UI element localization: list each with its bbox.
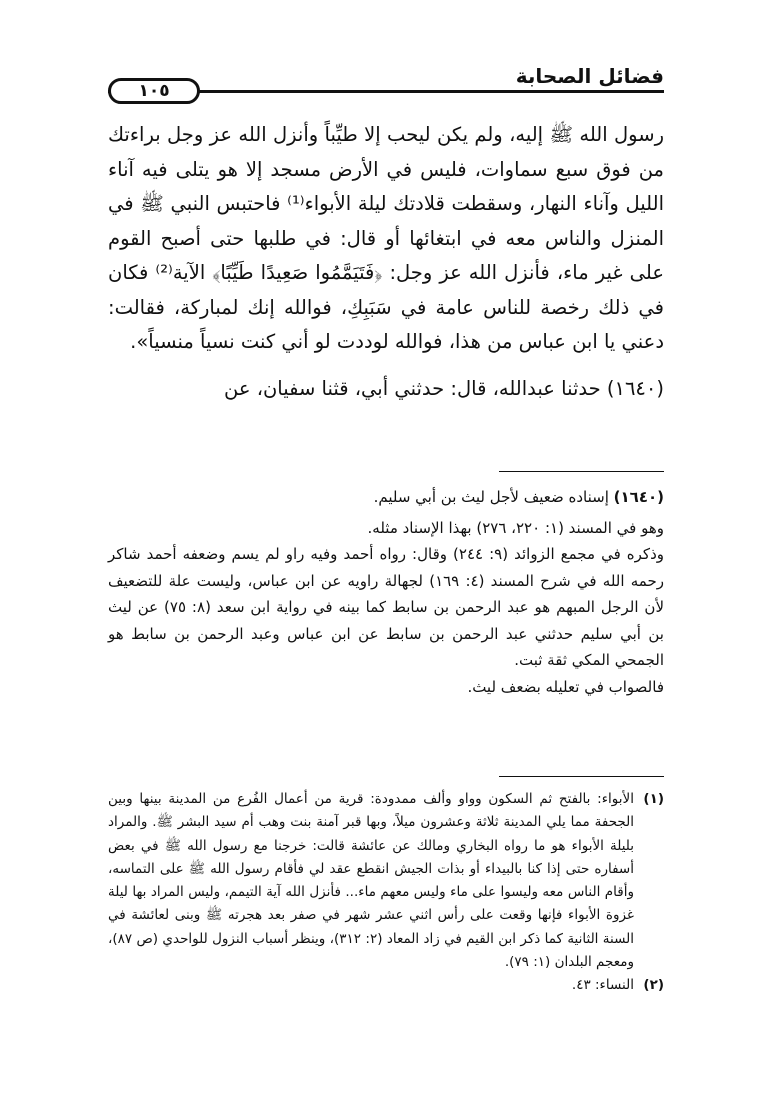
footnote — [108, 788, 664, 974]
hadith-start: (١٦٤٠) حدثنا عبدالله، قال: حدثني أبي، قثنا سفيان، عن — [224, 376, 664, 400]
page-header — [108, 58, 664, 104]
footnote — [108, 974, 664, 997]
commentary-number: (١٦٤٠) — [613, 488, 664, 506]
commentary-first-line — [108, 484, 664, 511]
footnote-text: الأبواء: بالفتح ثم السكون وواو وألف ممدودة: قرية من أعمال الفُرع من المدينة بينها وبين الجحفة مما يلي المدينة ثلاثة وعشرون ميلاً، وبها قبر آمنة بنت وهب أم سيد البشر ﷺ. والمراد بليلة الأبواء هو ما رواه البخاري ومالك عن عائشة قالت: خرجنا مع رسول الله ﷺ في بعض أسفاره حتى إذا كنا بالبيداء أو بذات الجيش انقطع عقد لي فأقام رسول الله ﷺ على التماسه، وأقام الناس معه وليسوا على ماء وليس معهم ماء... فأنزل الله آية التيمم، وليس المراد بها ليلة غزوة الأبواء فإنها وقعت على رأس اثني عشر شهر في صفر بعد هجرته ﷺ وبنى لعائشة في السنة الثانية كما ذكر ابن القيم في زاد المعاد (٢: ٣١٢)، وينظر أسباب النزول للواحدي (ص ٨٧)، ومعجم البلدان (١: ٧٩). — [108, 791, 634, 971]
commentary-divider — [499, 471, 664, 472]
page-number: ١٠٥ — [108, 78, 200, 104]
commentary-para-1: وهو في المسند (١: ٢٢٠، ٢٧٦) بهذا الإسناد مثله. — [367, 518, 664, 537]
main-text — [108, 118, 664, 406]
commentary-para-3: فالصواب في تعليله بضعف ليث. — [467, 677, 664, 696]
footnote-label: (١) — [643, 791, 664, 807]
commentary-para-2: وذكره في مجمع الزوائد (٩: ٢٤٤) وقال: رواه أحمد وفيه راو لم يسم وضعفه أحمد شاكر رحمه الله في شرح المسند (٤: ١٦٩) لجهالة راويه عن ابن عباس، وليست علة للتضعيف لأن الرجل المبهم هو عبد الرحمن بن سابط كما بينه في رواية ابن سعد (٨: ٧٥) عن ليث بن أبي سليم حدثني عبد الرحمن بن سابط عن ابن عباس وعبد الرحمن بن سابط هو الجمحي المكي ثقة ثبت. — [108, 545, 664, 669]
footnotes-divider — [499, 776, 664, 777]
main-paragraph: رسول الله ﷺ إليه، ولم يكن ليحب إلا طيِّباً وأنزل الله عز وجل براءتك من فوق سبع سماوات، فليس في الأرض مسجد إلا هو يتلى فيه آناء الليل وآناء النهار، وسقطت قلادتك ليلة الأبواء⁽¹⁾ فاحتبس النبي ﷺ في المنزل والناس معه في ابتغائها أو قال: في طلبها حتى أصبح القوم على غير ماء، فأنزل الله عز وجل: ﴿فَتَيَمَّمُوا صَعِيدًا طَيِّبًا﴾ الآية⁽²⁾ فكان في ذلك رخصة للناس عامة في سَبَبِكِ، فوالله إنك لمباركة، فقالت: دعني يا ابن عباس من هذا، فوالله لوددت لو أني كنت نسياً منسياً». — [108, 123, 664, 353]
hadith-commentary — [108, 484, 664, 700]
footnote-text: النساء: ٤٣. — [571, 977, 634, 994]
footnotes — [108, 788, 664, 998]
footnote-label: (٢) — [643, 977, 664, 994]
running-title: فضائل الصحابة — [515, 64, 664, 88]
commentary-verdict: إسناده ضعيف لأجل ليث بن أبي سليم. — [373, 488, 609, 506]
